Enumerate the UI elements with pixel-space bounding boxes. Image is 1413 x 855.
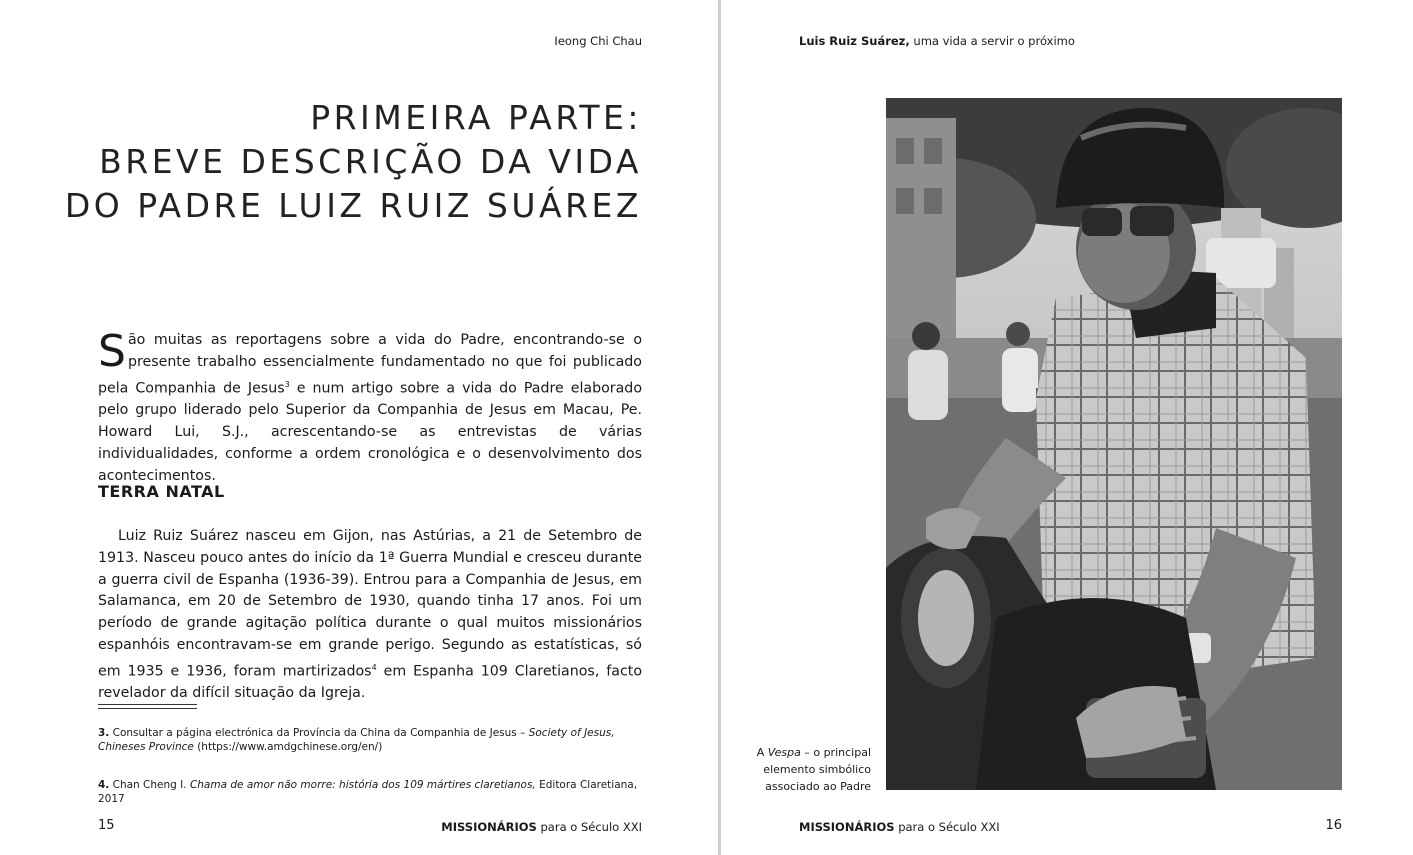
intro-text: ão muitas as reportagens sobre a vida do Padre, encontrando-se o presente trabalho essencialmente fundamentado no que foi publicado pela Companhia de Jesus bbox=[98, 332, 642, 397]
drop-cap: S bbox=[98, 326, 126, 377]
body-text: em Espanha 109 Claretianos, facto revelador da difícil situação da Igreja. bbox=[98, 663, 642, 702]
chapter-title bbox=[65, 96, 642, 228]
caption-text: – o principal elemento simbólico associado ao Padre bbox=[763, 746, 871, 793]
photo-priest-on-vespa bbox=[886, 98, 1342, 790]
footnote-text: Editora Claretiana, 2017 bbox=[98, 779, 638, 805]
page-number: 15 bbox=[98, 818, 115, 833]
footnote-ref: 3 bbox=[284, 379, 290, 389]
footer-title bbox=[441, 820, 642, 834]
caption-italic: Vespa bbox=[767, 746, 801, 759]
body-paragraph bbox=[98, 526, 642, 705]
running-head-rest: uma vida a servir o próximo bbox=[909, 34, 1075, 48]
title-line: PRIMEIRA PARTE: bbox=[310, 98, 642, 137]
footer-title bbox=[799, 820, 1000, 834]
running-head-author: Ieong Chi Chau bbox=[554, 34, 642, 48]
footer-title-bold: MISSIONÁRIOS bbox=[441, 820, 537, 834]
right-page bbox=[721, 0, 1413, 855]
footer-title-rest: para o Século XXI bbox=[894, 820, 1000, 834]
footnote bbox=[98, 778, 658, 806]
body-text: Luiz Ruiz Suárez nasceu em Gijon, nas Astúrias, a 21 de Setembro de 1913. Nasceu pouco antes do início da 1ª Guerra Mundial e cresceu durante a guerra civil de Espanha (1936-39). Entrou para a Companhia de Jesus, em Salamanca, em 20 de Setembro de 1930, quando tinha 17 anos. Foi um período de grande agitação política durante o qual muitos missionários espanhóis encontravam-se em grande perigo. Segundo as estatísticas, só em 1935 e 1936, foram martirizados bbox=[98, 528, 642, 680]
footer-title-bold: MISSIONÁRIOS bbox=[799, 820, 895, 834]
intro-paragraph bbox=[98, 326, 642, 487]
footnote-rule bbox=[98, 708, 197, 709]
photo-caption bbox=[739, 744, 871, 795]
running-head-bold: Luis Ruiz Suárez, bbox=[799, 34, 910, 48]
footer-title-rest: para o Século XXI bbox=[536, 820, 642, 834]
footnote-title: Society of Jesus, Chineses Province bbox=[98, 727, 615, 753]
footnote bbox=[98, 726, 658, 754]
footnote-text: Consultar a página electrónica da Província da China da Companhia de Jesus – bbox=[109, 727, 529, 739]
running-head-title bbox=[799, 34, 1075, 48]
intro-text: e num artigo sobre a vida do Padre elaborado pelo grupo liderado pelo Superior da Companhia de Jesus em Macau, Pe. Howard Lui, S.J., acrescentando-se as entrevistas de várias individualidades, conforme a ordem cronológica e o desenvolvimento dos acontecimentos. bbox=[98, 380, 642, 484]
page-number: 16 bbox=[1325, 818, 1342, 833]
footnote-rule bbox=[98, 704, 197, 705]
footnote-number: 3. bbox=[98, 727, 110, 739]
footnote-title: Chama de amor não morre: história dos 109 mártires claretianos, bbox=[189, 779, 536, 791]
title-line: BREVE DESCRIÇÃO DA VIDA bbox=[99, 142, 642, 181]
footnote-ref: 4 bbox=[371, 662, 377, 672]
title-line: DO PADRE LUIZ RUIZ SUÁREZ bbox=[64, 186, 642, 225]
section-heading: TERRA NATAL bbox=[98, 482, 225, 501]
footnote-number: 4. bbox=[98, 779, 110, 791]
photo-illustration bbox=[886, 98, 1342, 790]
caption-text: A bbox=[756, 746, 768, 759]
footnote-text: Chan Cheng I. bbox=[109, 779, 190, 791]
footnote-text: (https://www.amdgchinese.org/en/) bbox=[193, 741, 383, 753]
